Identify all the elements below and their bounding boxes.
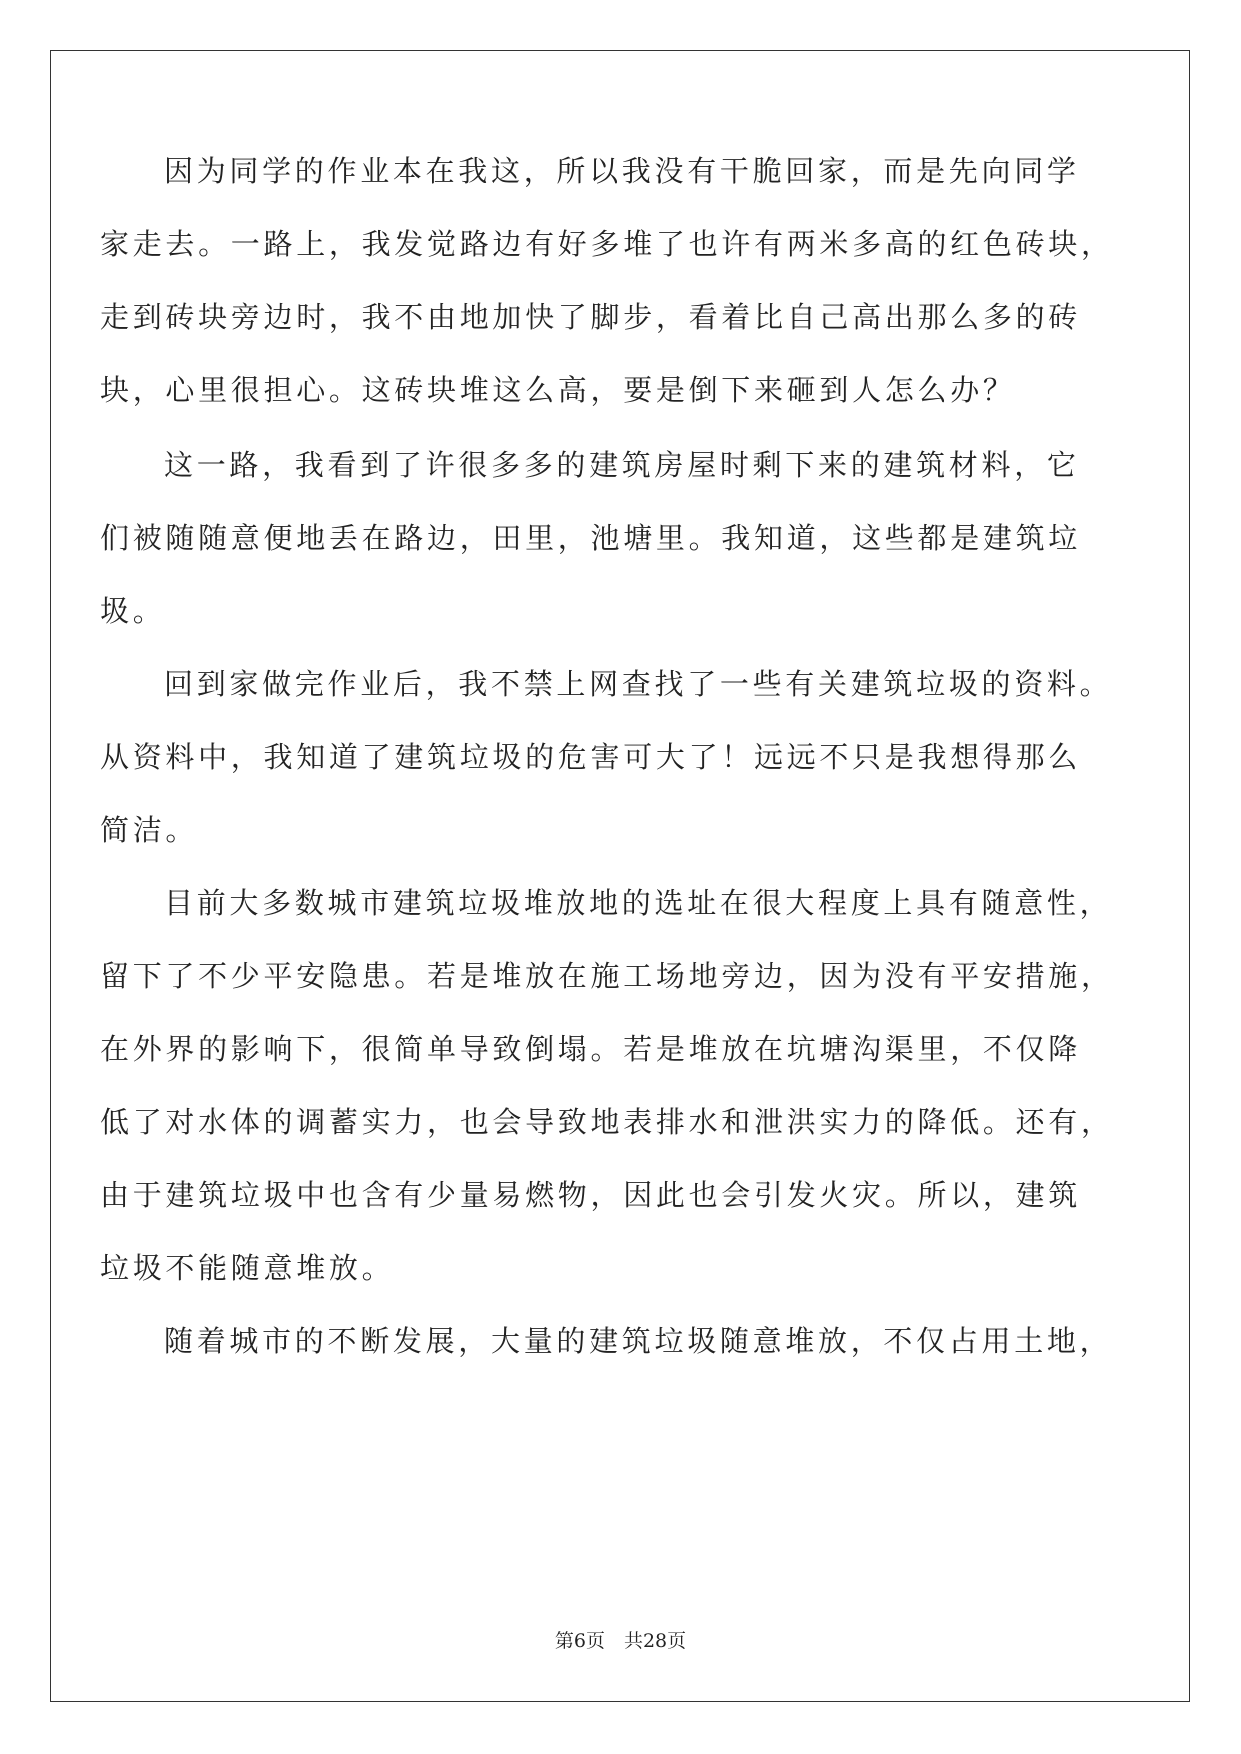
paragraph-4-line-2: 留下了不少平安隐患。若是堆放在施工场地旁边，因为没有平安措施， bbox=[100, 959, 1114, 993]
paragraph-3-line-2: 从资料中，我知道了建筑垃圾的危害可大了！远远不只是我想得那么 bbox=[100, 740, 1082, 774]
paragraph-4-line-5: 由于建筑垃圾中也含有少量易燃物，因此也会引发火灾。所以，建筑 bbox=[100, 1178, 1082, 1212]
paragraph-3-line-3: 简洁。 bbox=[100, 813, 199, 847]
paragraph-2-line-2: 们被随随意便地丢在路边，田里，池塘里。我知道，这些都是建筑垃 bbox=[100, 521, 1082, 555]
paragraph-2-line-3: 圾。 bbox=[100, 594, 166, 628]
paragraph-4-line-6: 垃圾不能随意堆放。 bbox=[100, 1251, 395, 1285]
paragraph-5-line-1: 随着城市的不断发展，大量的建筑垃圾随意堆放，不仅占用土地， bbox=[164, 1324, 1113, 1358]
paragraph-2-line-1: 这一路，我看到了许很多多的建筑房屋时剩下来的建筑材料，它 bbox=[164, 448, 1080, 482]
paragraph-4-line-1: 目前大多数城市建筑垃圾堆放地的选址在很大程度上具有随意性， bbox=[164, 886, 1113, 920]
paragraph-4-line-4: 低了对水体的调蓄实力，也会导致地表排水和泄洪实力的降低。还有， bbox=[100, 1105, 1114, 1139]
paragraph-1-line-1: 因为同学的作业本在我这，所以我没有干脆回家，而是先向同学 bbox=[164, 154, 1080, 188]
paragraph-1-line-2: 家走去。一路上，我发觉路边有好多堆了也许有两米多高的红色砖块， bbox=[100, 227, 1114, 261]
paragraph-1-line-4: 块，心里很担心。这砖块堆这么高，要是倒下来砸到人怎么办？ bbox=[100, 373, 1016, 407]
page-number-footer: 第6页 共28页 bbox=[554, 1630, 687, 1652]
paragraph-1-line-3: 走到砖块旁边时，我不由地加快了脚步，看着比自己高出那么多的砖 bbox=[100, 300, 1082, 334]
paragraph-4-line-3: 在外界的影响下，很简单导致倒塌。若是堆放在坑塘沟渠里，不仅降 bbox=[100, 1032, 1082, 1066]
paragraph-3-line-1: 回到家做完作业后，我不禁上网查找了一些有关建筑垃圾的资料。 bbox=[164, 667, 1113, 701]
